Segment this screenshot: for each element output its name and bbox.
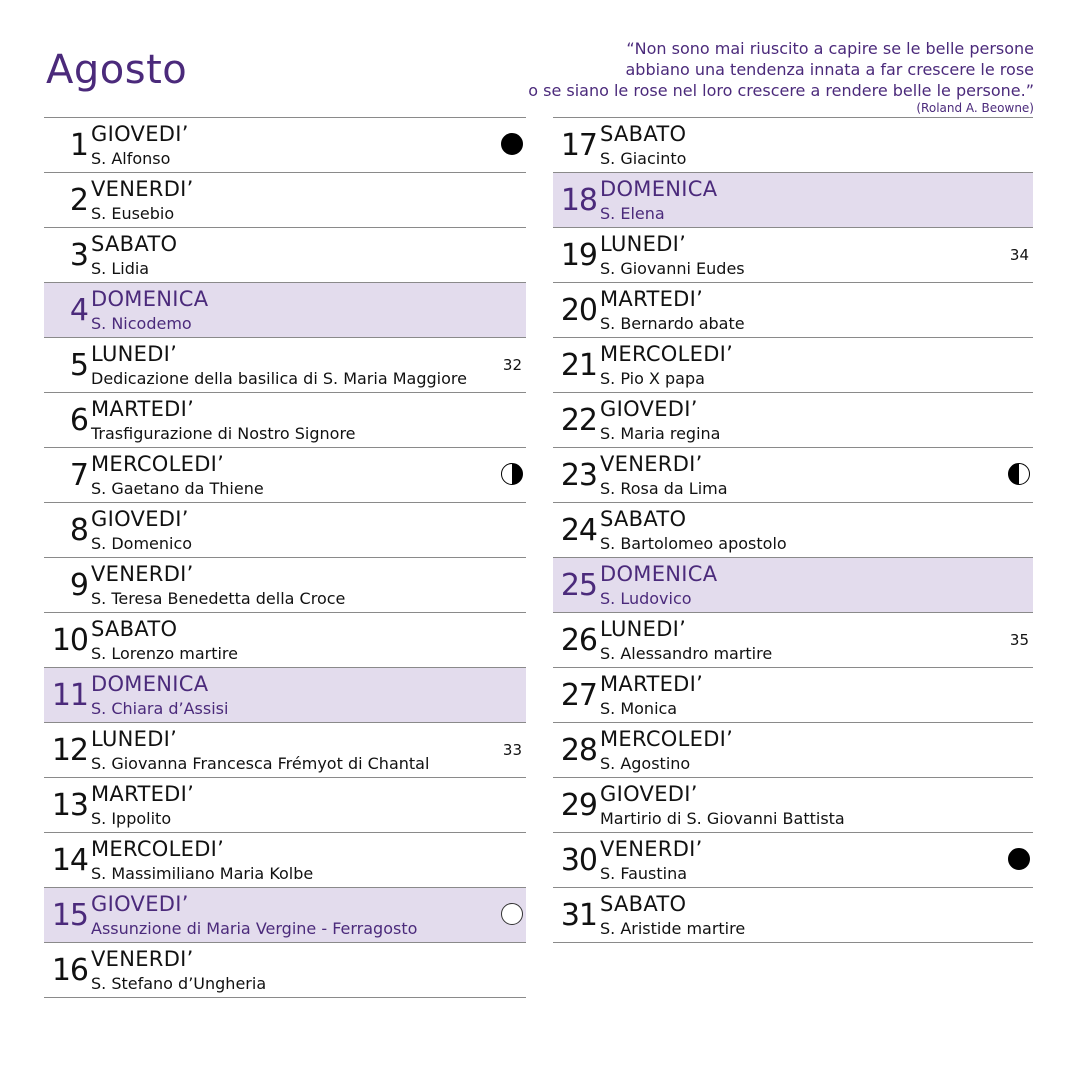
- day-name: GIOVEDI’: [600, 397, 698, 421]
- saint-name: S. Gaetano da Thiene: [91, 479, 264, 498]
- day-row: [553, 778, 1033, 833]
- saint-name: S. Bartolomeo apostolo: [600, 534, 787, 553]
- day-name: GIOVEDI’: [91, 507, 189, 531]
- day-number: 29: [560, 788, 597, 823]
- day-number: 31: [560, 898, 597, 933]
- day-number: 9: [69, 568, 88, 603]
- day-row: [553, 668, 1033, 723]
- day-number: 18: [560, 183, 597, 218]
- day-row: [44, 448, 526, 503]
- day-row: [553, 173, 1033, 228]
- day-row: [44, 338, 526, 393]
- day-name: SABATO: [91, 617, 178, 641]
- day-name: GIOVEDI’: [91, 122, 189, 146]
- day-name: SABATO: [600, 122, 687, 146]
- day-row: [44, 558, 526, 613]
- saint-name: S. Domenico: [91, 534, 193, 553]
- day-name: MERCOLEDI’: [91, 452, 225, 476]
- saint-name: S. Nicodemo: [91, 314, 192, 333]
- saint-name: S. Alessandro martire: [600, 644, 773, 663]
- day-name: LUNEDI’: [91, 342, 178, 366]
- day-number: 17: [560, 128, 597, 163]
- saint-name: S. Teresa Benedetta della Croce: [91, 589, 346, 608]
- day-row: [553, 283, 1033, 338]
- day-row: [553, 613, 1033, 668]
- week-number: 32: [502, 356, 522, 374]
- day-row: [553, 503, 1033, 558]
- new-moon-icon: [1008, 848, 1030, 870]
- day-name: VENERDI’: [91, 947, 194, 971]
- saint-name: S. Lidia: [91, 259, 150, 278]
- day-row: [553, 448, 1033, 503]
- day-number: 22: [560, 403, 597, 438]
- day-row: [553, 888, 1033, 943]
- day-name: VENERDI’: [600, 837, 703, 861]
- day-row: [553, 393, 1033, 448]
- quote-line: o se siano le rose nel loro crescere a rendere belle le persone.”: [528, 81, 1034, 100]
- saint-name: S. Rosa da Lima: [600, 479, 728, 498]
- new-moon-icon: [501, 133, 523, 155]
- saint-name: S. Stefano d’Ungheria: [91, 974, 267, 993]
- calendar-column-left: [44, 117, 526, 998]
- saint-name: Trasfigurazione di Nostro Signore: [91, 424, 356, 443]
- calendar-column-right: [553, 117, 1033, 943]
- saint-name: Martirio di S. Giovanni Battista: [600, 809, 845, 828]
- saint-name: Assunzione di Maria Vergine - Ferragosto: [91, 919, 418, 938]
- day-name: MERCOLEDI’: [600, 342, 734, 366]
- day-name: GIOVEDI’: [91, 892, 189, 916]
- month-title: Agosto: [46, 47, 188, 93]
- day-number: 30: [560, 843, 597, 878]
- day-row: [553, 723, 1033, 778]
- day-row: [44, 943, 526, 998]
- week-number: 34: [1009, 246, 1029, 264]
- week-number: 33: [502, 741, 522, 759]
- day-number: 7: [69, 458, 88, 493]
- day-row: [44, 778, 526, 833]
- saint-name: S. Ippolito: [91, 809, 172, 828]
- day-name: LUNEDI’: [600, 232, 687, 256]
- saint-name: S. Maria regina: [600, 424, 721, 443]
- day-number: 3: [69, 238, 88, 273]
- saint-name: S. Eusebio: [91, 204, 175, 223]
- day-row: [553, 558, 1033, 613]
- day-number: 25: [560, 568, 597, 603]
- full-moon-icon: [501, 903, 523, 925]
- day-number: 5: [69, 348, 88, 383]
- day-name: DOMENICA: [600, 177, 718, 201]
- first-quarter-moon-icon: [501, 463, 523, 485]
- saint-name: S. Aristide martire: [600, 919, 746, 938]
- saint-name: S. Giovanni Eudes: [600, 259, 745, 278]
- day-number: 20: [560, 293, 597, 328]
- day-name: VENERDI’: [91, 562, 194, 586]
- quote: [414, 38, 1034, 115]
- day-row: [44, 283, 526, 338]
- day-name: MERCOLEDI’: [91, 837, 225, 861]
- day-number: 28: [560, 733, 597, 768]
- day-row: [553, 833, 1033, 888]
- day-row: [44, 833, 526, 888]
- day-number: 4: [69, 293, 88, 328]
- day-row: [44, 668, 526, 723]
- saint-name: S. Alfonso: [91, 149, 171, 168]
- quote-line: abbiano una tendenza innata a far crescere le rose: [625, 60, 1034, 79]
- quote-author: (Roland A. Beowne): [916, 101, 1034, 115]
- saint-name: S. Elena: [600, 204, 665, 223]
- day-name: GIOVEDI’: [600, 782, 698, 806]
- day-number: 13: [51, 788, 88, 823]
- day-name: SABATO: [600, 507, 687, 531]
- day-name: MARTEDI’: [600, 287, 704, 311]
- day-row: [44, 118, 526, 173]
- day-number: 21: [560, 348, 597, 383]
- last-quarter-moon-icon: [1008, 463, 1030, 485]
- day-number: 24: [560, 513, 597, 548]
- day-number: 8: [69, 513, 88, 548]
- day-name: SABATO: [91, 232, 178, 256]
- day-number: 11: [51, 678, 88, 713]
- day-row: [44, 888, 526, 943]
- day-number: 27: [560, 678, 597, 713]
- day-name: MARTEDI’: [600, 672, 704, 696]
- day-name: VENERDI’: [600, 452, 703, 476]
- day-row: [553, 228, 1033, 283]
- day-number: 1: [69, 128, 88, 163]
- quote-line: “Non sono mai riuscito a capire se le belle persone: [626, 39, 1034, 58]
- day-name: MARTEDI’: [91, 397, 195, 421]
- day-number: 2: [69, 183, 88, 218]
- day-name: SABATO: [600, 892, 687, 916]
- day-number: 12: [51, 733, 88, 768]
- saint-name: S. Chiara d’Assisi: [91, 699, 229, 718]
- saint-name: S. Giovanna Francesca Frémyot di Chantal: [91, 754, 430, 773]
- saint-name: S. Bernardo abate: [600, 314, 745, 333]
- day-name: LUNEDI’: [91, 727, 178, 751]
- saint-name: Dedicazione della basilica di S. Maria Maggiore: [91, 369, 467, 388]
- day-row: [44, 613, 526, 668]
- day-name: LUNEDI’: [600, 617, 687, 641]
- day-number: 16: [51, 953, 88, 988]
- day-name: DOMENICA: [91, 287, 209, 311]
- day-number: 23: [560, 458, 597, 493]
- day-name: MERCOLEDI’: [600, 727, 734, 751]
- saint-name: S. Agostino: [600, 754, 691, 773]
- day-name: DOMENICA: [91, 672, 209, 696]
- saint-name: S. Massimiliano Maria Kolbe: [91, 864, 314, 883]
- day-row: [44, 503, 526, 558]
- day-row: [44, 173, 526, 228]
- day-name: MARTEDI’: [91, 782, 195, 806]
- day-row: [553, 118, 1033, 173]
- day-number: 10: [51, 623, 88, 658]
- day-name: DOMENICA: [600, 562, 718, 586]
- day-row: [44, 723, 526, 778]
- day-number: 6: [69, 403, 88, 438]
- saint-name: S. Faustina: [600, 864, 688, 883]
- day-row: [553, 338, 1033, 393]
- day-number: 26: [560, 623, 597, 658]
- day-name: VENERDI’: [91, 177, 194, 201]
- saint-name: S. Pio X papa: [600, 369, 705, 388]
- day-number: 14: [51, 843, 88, 878]
- day-number: 15: [51, 898, 88, 933]
- saint-name: S. Lorenzo martire: [91, 644, 238, 663]
- week-number: 35: [1009, 631, 1029, 649]
- saint-name: S. Giacinto: [600, 149, 687, 168]
- day-row: [44, 393, 526, 448]
- saint-name: S. Monica: [600, 699, 678, 718]
- day-number: 19: [560, 238, 597, 273]
- day-row: [44, 228, 526, 283]
- saint-name: S. Ludovico: [600, 589, 692, 608]
